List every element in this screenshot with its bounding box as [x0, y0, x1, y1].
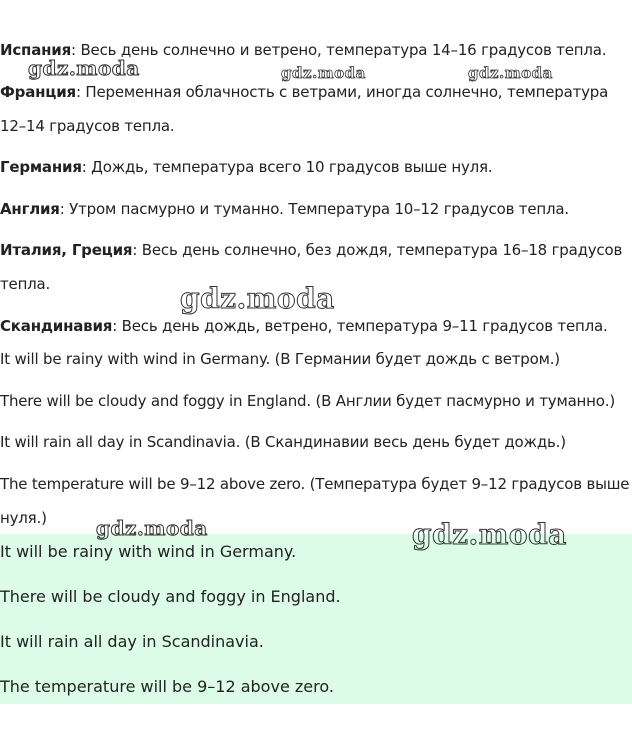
watermark-1: gdz.moda [28, 56, 140, 80]
watermark-5: gdz.moda [96, 516, 208, 540]
answer-line-2: There will be cloudy and foggy in England. [0, 587, 341, 606]
forecast-england [0, 199, 569, 219]
forecast-italy-greece-text-1: : Весь день солнечно, без дождя, температура 16–18 градусов [132, 241, 623, 259]
forecast-scandinavia [0, 316, 608, 336]
forecast-france-text-1: : Переменная облачность с ветрами, иногда солнечно, температура [75, 83, 609, 101]
forecast-germany-text: : Дождь, температура всего 10 градусов выше нуля. [81, 158, 493, 176]
translation-england [0, 391, 615, 411]
translation-scandinavia [0, 432, 566, 452]
watermark-3: gdz.moda [468, 64, 553, 82]
forecast-italy-greece-cont [0, 274, 50, 294]
forecast-france-cont [0, 116, 174, 136]
country-spain: Испания [0, 41, 72, 59]
watermark-6: gdz.moda [412, 518, 567, 551]
forecast-france [0, 82, 608, 102]
translation-germany-text: It will be rainy with wind in Germany. (В Германии будет дождь с ветром.) [0, 350, 560, 368]
forecast-italy-greece-text-2: тепла. [0, 275, 51, 293]
forecast-england-text: : Утром пасмурно и туманно. Температура 10–12 градусов тепла. [59, 200, 569, 218]
forecast-spain-text: : Весь день солнечно и ветрено, температура 14–16 градусов тепла. [71, 41, 607, 59]
answer-line-1: It will be rainy with wind in Germany. [0, 542, 297, 561]
country-scandinavia: Скандинавия [0, 317, 113, 335]
forecast-germany [0, 157, 492, 177]
forecast-scandinavia-text: : Весь день дождь, ветрено, температура 9–11 градусов тепла. [112, 317, 608, 335]
translation-temperature [0, 474, 629, 494]
country-france: Франция [0, 83, 76, 101]
translation-england-text: There will be cloudy and foggy in England. (В Англии будет пасмурно и туманно.) [0, 392, 615, 410]
forecast-france-text-2: 12–14 градусов тепла. [0, 117, 175, 135]
forecast-italy-greece [0, 240, 622, 260]
answer-line-4: The temperature will be 9–12 above zero. [0, 677, 334, 696]
answer-box [0, 534, 632, 704]
country-germany: Германия [0, 158, 82, 176]
watermark-4: gdz.moda [180, 282, 335, 315]
country-england: Англия [0, 200, 60, 218]
country-italy-greece: Италия, Греция [0, 241, 133, 259]
translation-temperature-text-2: нуля.) [0, 509, 47, 527]
answer-line-3: It will rain all day in Scandinavia. [0, 632, 264, 651]
watermark-2: gdz.moda [281, 64, 366, 82]
translation-germany [0, 349, 560, 369]
translation-temperature-text-1: The temperature will be 9–12 above zero. (Температура будет 9–12 градусов выше [0, 475, 630, 493]
translation-scandinavia-text: It will rain all day in Scandinavia. (В Скандинавии весь день будет дождь.) [0, 433, 566, 451]
translation-temperature-cont [0, 508, 47, 528]
